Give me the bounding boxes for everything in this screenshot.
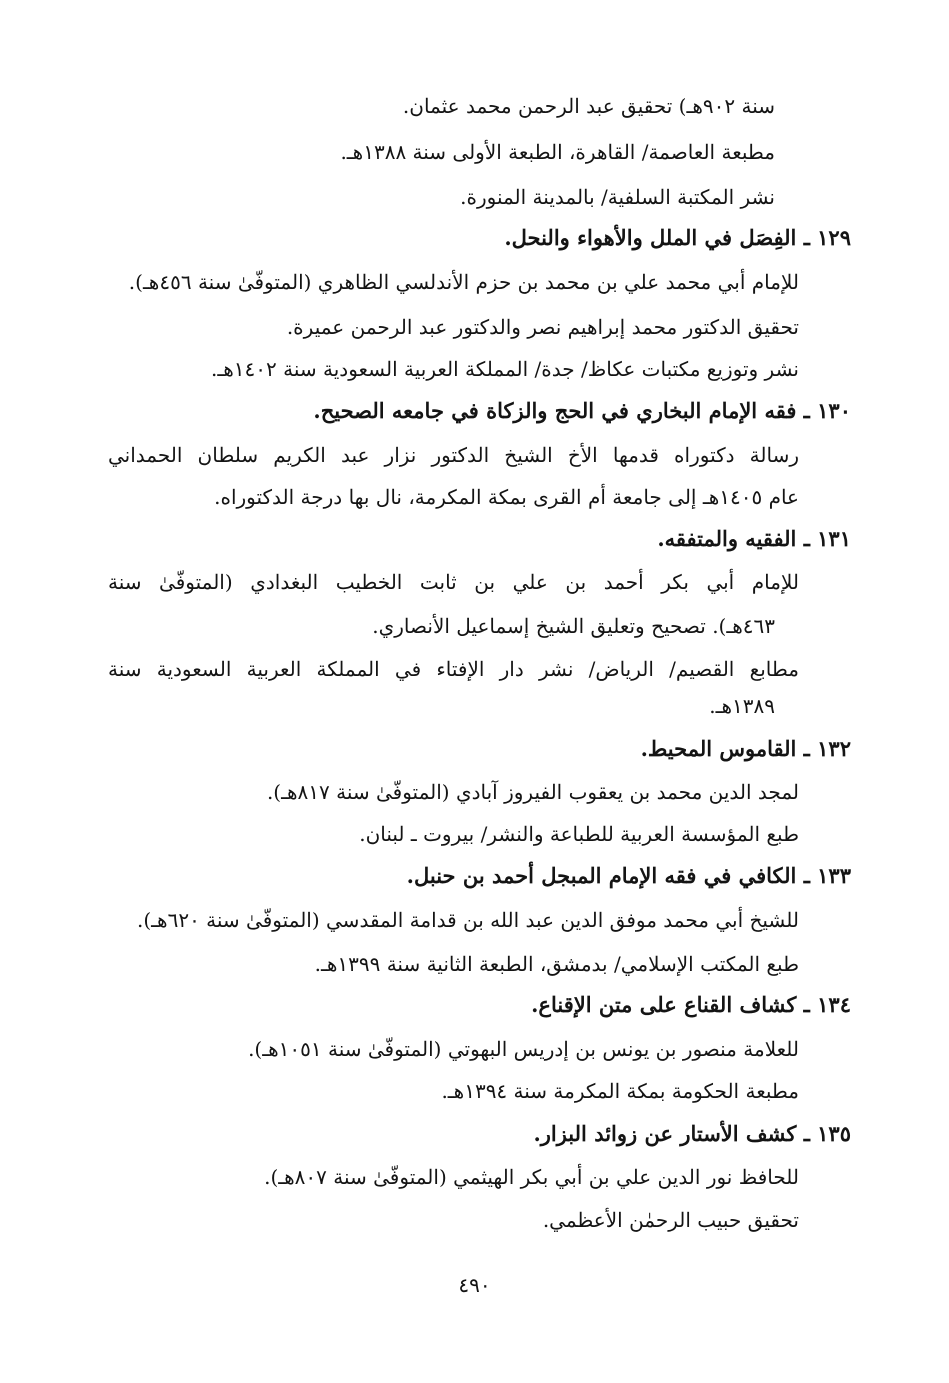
entry-detail-line: عام ١٤٠٥هـ إلى جامعة أم القرى بمكة المكرمة، نال بها درجة الدكتوراه. (214, 485, 799, 509)
entry-detail-line: تحقيق الدكتور محمد إبراهيم نصر والدكتور عبد الرحمن عميرة. (286, 315, 799, 339)
entry-detail-line: طبع المكتب الإسلامي/ بدمشق، الطبعة الثانية سنة ١٣٩٩هـ. (314, 952, 799, 976)
entry-detail-line: تحقيق حبيب الرحمٰن الأعظمي. (542, 1208, 799, 1232)
entry-heading-130: ١٣٠ ـ فقه الإمام البخاري في الحج والزكاة في جامعه الصحيح. (313, 398, 851, 423)
entry-detail-line: رسالة دكتوراه قدمها الأخ الشيخ الدكتور نزار عبد الكريم سلطان الحمداني (108, 443, 799, 467)
continuation-line: نشر المكتبة السلفية/ بالمدينة المنورة. (460, 185, 775, 209)
entry-heading-133: ١٣٣ ـ الكافي في فقه الإمام المبجل أحمد بن حنبل. (406, 863, 851, 888)
entry-detail-line: للحافظ نور الدين علي بن أبي بكر الهيثمي (المتوفّىٰ سنة ٨٠٧هـ). (264, 1165, 799, 1189)
entry-detail-line: مطبعة الحكومة بمكة المكرمة سنة ١٣٩٤هـ. (441, 1079, 799, 1103)
page-number: ٤٩٠ (458, 1273, 491, 1297)
entry-detail-line: للشيخ أبي محمد موفق الدين عبد الله بن قدامة المقدسي (المتوفّىٰ سنة ٦٢٠هـ). (137, 908, 799, 932)
continuation-line: مطبعة العاصمة/ القاهرة، الطبعة الأولى سنة ١٣٨٨هـ. (340, 140, 775, 164)
entry-heading-129: ١٢٩ ـ الفِصَل في الملل والأهواء والنحل. (504, 225, 851, 250)
entry-detail-line: ٤٦٣هـ). تصحيح وتعليق الشيخ إسماعيل الأنصاري. (372, 614, 775, 638)
entry-heading-134: ١٣٤ ـ كشاف القناع على متن الإقناع. (531, 992, 851, 1017)
entry-detail-line: للإمام أبي بكر أحمد بن علي بن ثابت الخطيب البغدادي (المتوفّىٰ سنة (108, 570, 799, 594)
entry-heading-131: ١٣١ ـ الفقيه والمتفقه. (657, 526, 851, 551)
entry-detail-line: لمجد الدين محمد بن يعقوب الفيروز آبادي (المتوفّىٰ سنة ٨١٧هـ). (266, 780, 799, 804)
entry-heading-135: ١٣٥ ـ كشف الأستار عن زوائد البزار. (533, 1121, 851, 1146)
entry-heading-132: ١٣٢ ـ القاموس المحيط. (640, 736, 851, 761)
entry-detail-line: مطابع القصيم/ الرياض/ نشر دار الإفتاء في المملكة العربية السعودية سنة (108, 657, 799, 681)
entry-detail-line: للإمام أبي محمد علي بن محمد بن حزم الأندلسي الظاهري (المتوفّىٰ سنة ٤٥٦هـ). (128, 270, 799, 294)
continuation-line: سنة ٩٠٢هـ) تحقيق عبد الرحمن محمد عثمان. (402, 94, 775, 118)
entry-detail-line: طبع المؤسسة العربية للطباعة والنشر/ بيروت ـ لبنان. (359, 822, 799, 846)
entry-detail-line: نشر وتوزيع مكتبات عكاظ/ جدة/ المملكة العربية السعودية سنة ١٤٠٢هـ. (211, 357, 799, 381)
entry-detail-line: ١٣٨٩هـ. (709, 694, 775, 718)
entry-detail-line: للعلامة منصور بن يونس بن إدريس البهوتي (المتوفّىٰ سنة ١٠٥١هـ). (248, 1037, 799, 1061)
